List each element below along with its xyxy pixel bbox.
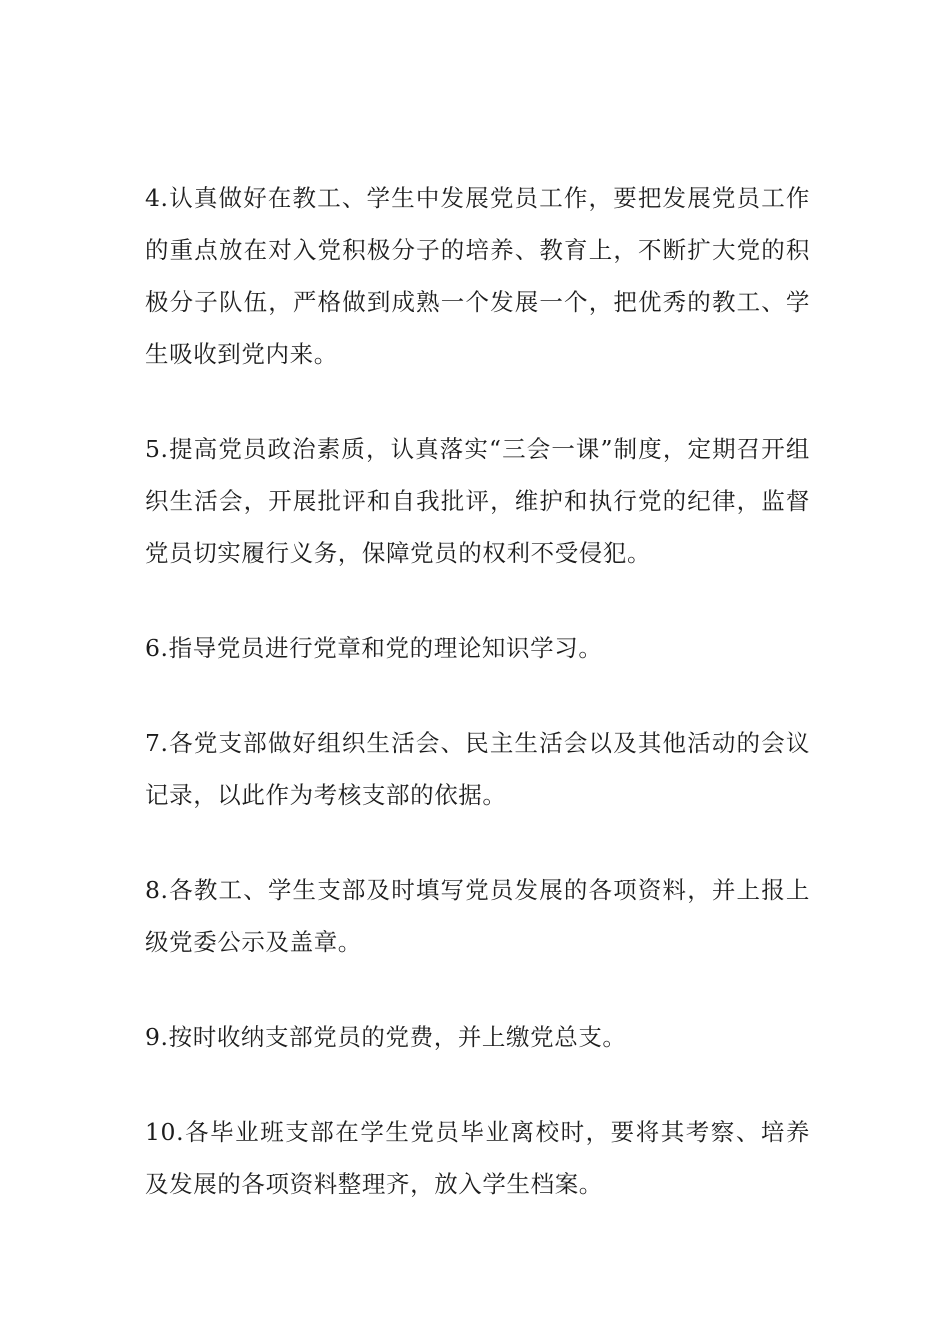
- paragraph-item-10: 10.各毕业班支部在学生党员毕业离校时，要将其考察、培养及发展的各项资料整理齐，放入学生档案。: [145, 1118, 810, 1198]
- paragraph-item-5: 5.提高党员政治素质，认真落实“三会一课”制度，定期召开组织生活会，开展批评和自我批评，维护和执行党的纪律，监督党员切实履行义务，保障党员的权利不受侵犯。: [145, 435, 810, 567]
- paragraph-item-8: 8.各教工、学生支部及时填写党员发展的各项资料，并上报上级党委公示及盖章。: [145, 876, 810, 956]
- paragraph-item-9: 9.按时收纳支部党员的党费，并上缴党总支。: [145, 1023, 627, 1051]
- document-body: [145, 172, 810, 1253]
- paragraph-item-7: 7.各党支部做好组织生活会、民主生活会以及其他活动的会议记录，以此作为考核支部的依据。: [145, 729, 810, 809]
- paragraph-item-6: 6.指导党员进行党章和党的理论知识学习。: [145, 634, 603, 662]
- paragraph-item-4: 4.认真做好在教工、学生中发展党员工作，要把发展党员工作的重点放在对入党积极分子的培养、教育上，不断扩大党的积极分子队伍，严格做到成熟一个发展一个，把优秀的教工、学生吸收到党内来。: [145, 184, 810, 368]
